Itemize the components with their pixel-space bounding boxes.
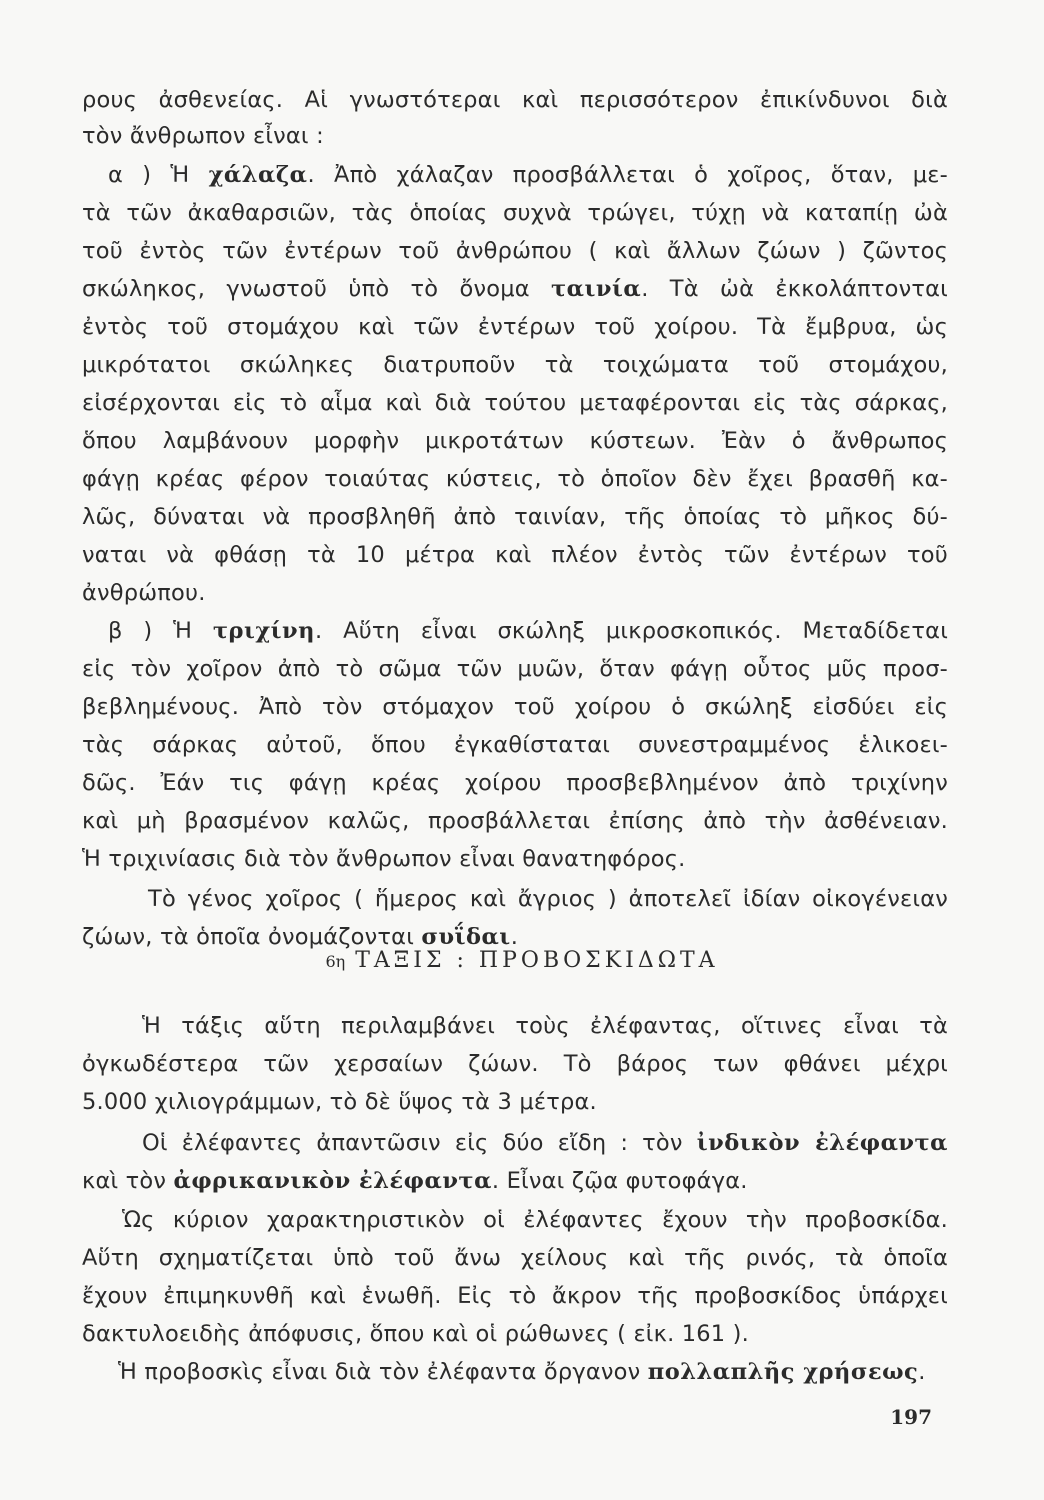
text-span: . [510,924,519,950]
text-span: Αὕτη σχηματίζεται ὑπὸ τοῦ ἄνω χείλους καὶ τῆς ρινός, τὰ ὁποῖα [82,1245,948,1271]
text-line [82,347,948,383]
text-line [82,1354,948,1390]
text-span: καὶ μὴ βρασμένον καλῶς, προσβάλλεται ἐπίσης ἀπὸ τὴν ἀσθένειαν. [82,808,948,834]
text-span: τὰς σάρκας αὐτοῦ, ὅπου ἐγκαθίσταται συνεστραμμένος ἑλικοει- [82,732,948,758]
text-line [82,82,948,118]
text-span: Οἱ ἐλέφαντες ἀπαντῶσιν εἰς δύο εἴδη : τὸν [142,1130,697,1156]
text-span: τοῦ ἐντὸς τῶν ἐντέρων τοῦ ἀνθρώπου ( καὶ ἄλλων ζώων ) ζῶντος [82,238,948,264]
text-span: ζώων, τὰ ὁποῖα ὀνομάζονται [82,924,422,950]
text-line [82,689,948,725]
text-span: Ὡς κύριον χαρακτηριστικὸν οἱ ἐλέφαντες ἔχουν τὴν προβοσκίδα. [122,1207,948,1233]
text-span: δῶς. Ἐάν τις φάγῃ κρέας χοίρου προσβεβλημένον ἀπὸ τριχίνην [82,770,948,796]
text-line [82,385,948,421]
text-line [82,651,948,687]
text-line [82,1125,948,1161]
text-span: . [918,1359,926,1385]
text-line [82,841,948,877]
text-line [82,881,948,917]
text-line [82,157,948,193]
text-line [82,1008,948,1044]
text-span: . Αὕτη εἶναι σκώληξ μικροσκοπικός. Μεταδίδεται [315,618,949,644]
text-line [82,1278,948,1314]
term-african-elephant: ἀφρικανικὸν ἐλέφαντα [173,1168,492,1194]
text-span: καὶ τὸν [82,1168,174,1194]
text-span: ἀνθρώπου. [82,580,206,606]
text-span: ὀγκωδέστερα τῶν χερσαίων ζώων. Τὸ βάρος των φθάνει μέχρι [82,1051,948,1077]
text-span: . Εἶναι ζῷα φυτοφάγα. [491,1168,748,1194]
term-indian-elephant: ἰνδικὸν ἐλέφαντα [696,1130,948,1156]
text-line [82,727,948,763]
text-span: δακτυλοειδὴς ἀπόφυσις, ὅπου καὶ οἱ ρώθωνες ( εἰκ. 161 ). [82,1321,750,1347]
text-line [82,1240,948,1276]
text-span: . Τὰ ὠὰ ἐκκολάπτονται [641,276,948,302]
text-line [82,423,948,459]
text-line [82,195,948,231]
text-line [82,1202,948,1238]
text-span: β ) Ἡ [108,618,213,644]
text-span: τὸν ἄνθρωπον εἶναι : [82,123,324,149]
term-suidai: συΐδαι [421,924,511,950]
text-span: 5.000 χιλιογράμμων, τὸ δὲ ὕψος τὰ 3 μέτρα. [82,1089,597,1115]
term-chalaza: χάλαζα [208,162,308,188]
text-span: Ἡ τριχινίασις διὰ τὸν ἄνθρωπον εἶναι θανατηφόρος. [82,846,686,872]
text-line [82,575,948,611]
heading-text: ΤΑΞΙΣ : ΠΡΟΒΟΣΚΙΔΩΤΑ [355,948,719,973]
text-line [82,1316,948,1352]
text-span: Ἡ προβοσκὶς εἶναι διὰ τὸν ἐλέφαντα ὄργανον [118,1359,648,1385]
text-span: ἐντὸς τοῦ στομάχου καὶ τῶν ἐντέρων τοῦ χοίρου. Τὰ ἔμβρυα, ὡς [82,314,948,340]
heading-ordinal: 6η [325,952,346,971]
text-span: μικρότατοι σκώληκες διατρυποῦν τὰ τοιχώματα τοῦ στομάχου, [82,352,948,378]
text-line [82,803,948,839]
text-span: λῶς, δύναται νὰ προσβληθῆ ἀπὸ ταινίαν, τῆς ὁποίας τὸ μῆκος δύ- [82,504,948,530]
text-line [82,537,948,573]
text-line [82,765,948,801]
text-span: Ἡ τάξις αὕτη περιλαμβάνει τοὺς ἐλέφαντας, οἵτινες εἶναι τὰ [142,1013,948,1039]
text-line [82,118,948,154]
text-span: σκώληκος, γνωστοῦ ὑπὸ τὸ ὄνομα [82,276,552,302]
text-span: . Ἀπὸ χάλαζαν προσβάλλεται ὁ χοῖρος, ὅταν, με- [307,162,948,188]
text-span: βεβλημένους. Ἀπὸ τὸν στόμαχον τοῦ χοίρου ὁ σκώληξ εἰσδύει εἰς [82,694,948,720]
text-span: ὅπου λαμβάνουν μορφὴν μικροτάτων κύστεων. Ἐὰν ὁ ἄνθρωπος [82,428,948,454]
text-line [82,309,948,345]
text-span: εἰσέρχονται εἰς τὸ αἷμα καὶ διὰ τούτου μεταφέρονται εἰς τὰς σάρκας, [82,390,948,416]
term-tainia: ταινία [551,276,642,302]
text-line [82,1084,948,1120]
text-span: ἔχουν ἐπιμηκυνθῆ καὶ ἑνωθῆ. Εἰς τὸ ἄκρον τῆς προβοσκίδος ὑπάρχει [82,1283,948,1309]
text-line [82,461,948,497]
text-line [82,233,948,269]
text-span: α ) Ἡ [108,162,209,188]
page-number: 197 [890,1405,932,1429]
text-span: εἰς τὸν χοῖρον ἀπὸ τὸ σῶμα τῶν μυῶν, ὅταν φάγῃ οὗτος μῦς προσ- [82,656,948,682]
text-span: ναται νὰ φθάσῃ τὰ 10 μέτρα καὶ πλέον ἐντὸς τῶν ἐντέρων τοῦ [82,542,948,568]
text-span: φάγῃ κρέας φέρον τοιαύτας κύστεις, τὸ ὁποῖον δὲν ἔχει βρασθῆ κα- [82,466,948,492]
text-span: τὰ τῶν ἀκαθαρσιῶν, τὰς ὁποίας συχνὰ τρώγει, τύχῃ νὰ καταπίῃ ὠὰ [82,200,948,226]
term-trichini: τριχίνη [212,618,315,644]
text-line [82,499,948,535]
text-span: ρους ἀσθενείας. Αἱ γνωστότεραι καὶ περισσότερον ἐπικίνδυνοι διὰ [82,87,948,113]
text-line [82,271,948,307]
section-heading [0,948,1044,973]
text-line [82,1046,948,1082]
text-line [82,613,948,649]
text-span: Τὸ γένος χοῖρος ( ἥμερος καὶ ἄγριος ) ἀποτελεῖ ἰδίαν οἰκογένειαν [148,886,948,912]
term-multiple-use: πολλαπλῆς χρήσεως [647,1359,919,1385]
text-line [82,1163,948,1199]
